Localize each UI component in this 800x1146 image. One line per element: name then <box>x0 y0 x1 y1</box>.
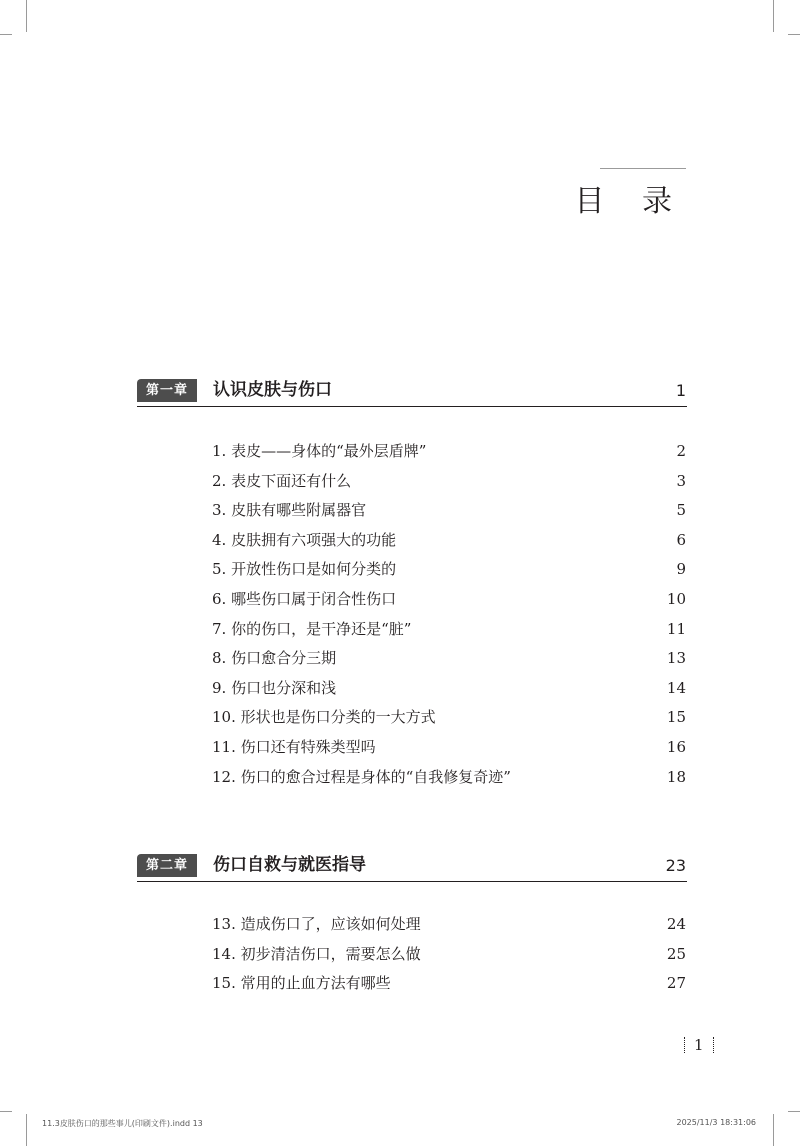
toc-entry-title: 2. 表皮下面还有什么 <box>212 471 352 490</box>
toc-entry[interactable] <box>212 767 686 797</box>
toc-entry-title: 1. 表皮——身体的“最外层盾牌” <box>212 442 427 460</box>
toc-entry[interactable] <box>212 619 686 649</box>
toc-entry[interactable] <box>212 441 686 471</box>
toc-entry-title: 12. 伤口的愈合过程是身体的“自我修复奇迹” <box>212 767 511 786</box>
toc-entry-page: 24 <box>666 915 686 933</box>
page-folio <box>684 1036 714 1054</box>
toc-entry-title: 5. 开放性伤口是如何分类的 <box>212 560 397 579</box>
toc-entry[interactable] <box>212 471 686 501</box>
page-number: 1 <box>694 1036 704 1054</box>
toc-entry-title: 15. 常用的止血方法有哪些 <box>212 974 391 993</box>
page-title: 目 录 <box>574 184 686 219</box>
toc-entry-page: 10 <box>666 589 686 608</box>
toc-entry-page: 18 <box>666 767 686 786</box>
toc-entry-title: 11. 伤口还有特殊类型吗 <box>212 737 376 756</box>
toc-entry-page: 2 <box>676 442 686 460</box>
toc-entry[interactable] <box>212 589 686 619</box>
toc-entry-page: 3 <box>676 471 686 490</box>
crop-mark <box>26 1114 27 1146</box>
chapter-title: 认识皮肤与伤口 <box>213 380 332 400</box>
toc-entry-title: 6. 哪些伤口属于闭合性伤口 <box>212 589 397 608</box>
toc-entry-title: 3. 皮肤有哪些附属器官 <box>212 501 367 520</box>
toc-entry[interactable] <box>212 678 686 708</box>
toc-entry-page: 13 <box>666 649 686 668</box>
chapter-header-2[interactable] <box>137 853 687 882</box>
toc-entry-page: 14 <box>666 678 686 697</box>
toc-entry-page: 15 <box>666 708 686 727</box>
toc-list-chapter-1 <box>212 441 686 796</box>
toc-entry-page: 11 <box>666 619 686 638</box>
crop-mark <box>0 1111 12 1112</box>
toc-entry[interactable] <box>212 500 686 530</box>
crop-mark <box>788 1111 800 1112</box>
toc-entry-title: 8. 伤口愈合分三期 <box>212 649 337 668</box>
toc-entry-title: 4. 皮肤拥有六项强大的功能 <box>212 530 397 549</box>
chapter-page-number: 23 <box>665 856 686 875</box>
crop-mark <box>788 34 800 35</box>
toc-entry[interactable] <box>212 914 686 944</box>
chapter-header-1[interactable] <box>137 378 687 407</box>
toc-entry[interactable] <box>212 944 686 974</box>
title-rule <box>600 168 686 169</box>
toc-entry-title: 10. 形状也是伤口分类的一大方式 <box>212 708 436 727</box>
chapter-page-number: 1 <box>675 381 686 400</box>
toc-entry-page: 25 <box>666 944 686 963</box>
toc-entry-page: 5 <box>676 501 686 520</box>
crop-mark <box>26 0 27 32</box>
toc-entry-title: 14. 初步清洁伤口，需要怎么做 <box>212 944 421 963</box>
toc-entry[interactable] <box>212 559 686 589</box>
toc-entry[interactable] <box>212 973 686 1003</box>
chapter-badge: 第二章 <box>137 854 197 877</box>
chapter-badge: 第一章 <box>137 379 197 402</box>
toc-entry-page: 27 <box>666 974 686 993</box>
toc-list-chapter-2 <box>212 914 686 1003</box>
toc-entry-title: 9. 伤口也分深和浅 <box>212 678 337 697</box>
chapter-title: 伤口自救与就医指导 <box>213 855 366 875</box>
toc-entry[interactable] <box>212 707 686 737</box>
toc-entry[interactable] <box>212 737 686 767</box>
toc-entry-page: 16 <box>666 737 686 756</box>
toc-entry-page: 6 <box>676 530 686 549</box>
crop-mark <box>773 1114 774 1146</box>
toc-entry[interactable] <box>212 648 686 678</box>
print-slug-timestamp: 2025/11/3 18:31:06 <box>676 1118 756 1127</box>
folio-divider <box>684 1037 685 1053</box>
folio-divider <box>713 1037 714 1053</box>
toc-entry[interactable] <box>212 530 686 560</box>
toc-entry-title: 7. 你的伤口，是干净还是“脏” <box>212 619 412 638</box>
toc-entry-title: 13. 造成伤口了，应该如何处理 <box>212 915 421 933</box>
crop-mark <box>0 34 12 35</box>
toc-entry-page: 9 <box>676 560 686 579</box>
print-slug-file: 11.3皮肤伤口的那些事儿(印刷文件).indd 13 <box>42 1119 203 1128</box>
crop-mark <box>773 0 774 32</box>
